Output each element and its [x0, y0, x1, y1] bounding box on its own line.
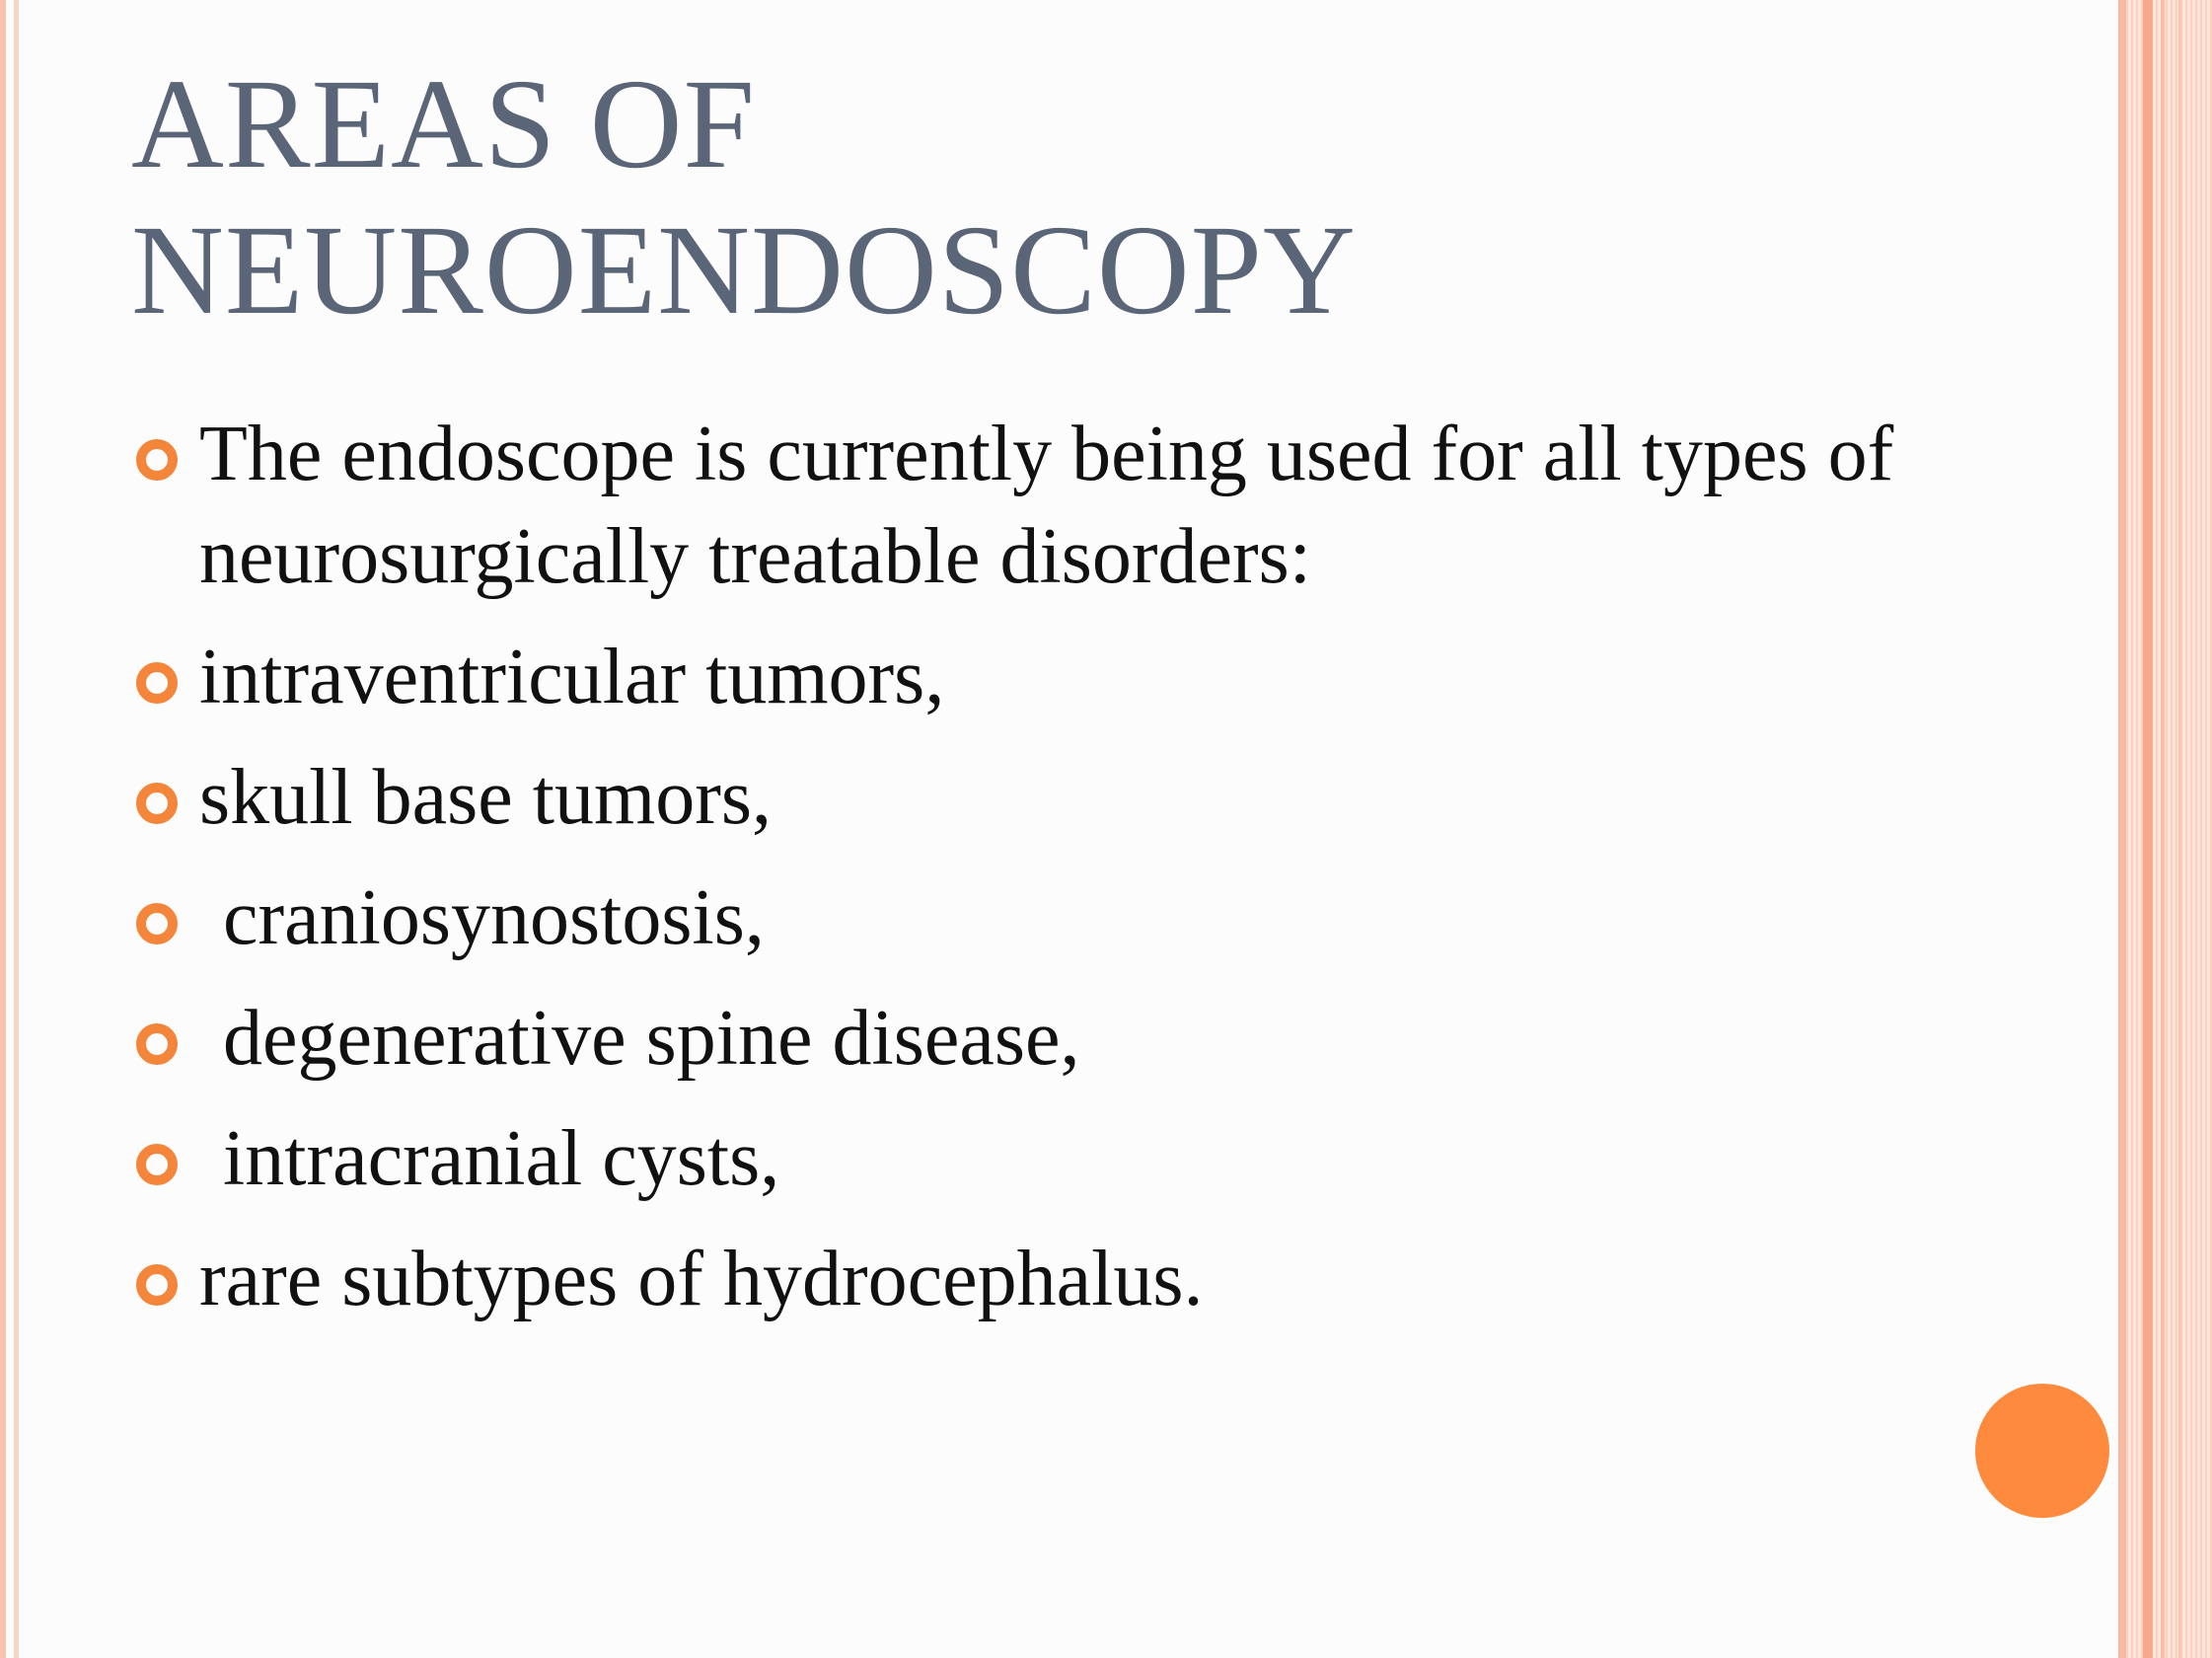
list-item-text: intraventricular tumors,: [199, 634, 945, 720]
list-item-text: skull base tumors,: [199, 754, 772, 841]
orange-circle-icon: [1975, 1384, 2109, 1518]
right-band-line: [2143, 0, 2153, 1658]
list-item: [136, 1107, 2090, 1210]
list-item-text: intracranial cysts,: [223, 1115, 780, 1202]
right-band-line: [2161, 0, 2165, 1658]
hollow-circle-bullet-icon: [136, 439, 178, 481]
list-item: [136, 987, 2090, 1090]
left-border-stripe-inner: [14, 0, 19, 1658]
list-item-text: rare subtypes of hydrocephalus.: [199, 1236, 1204, 1322]
hollow-circle-bullet-icon: [136, 1144, 178, 1185]
list-item-text: degenerative spine disease,: [223, 995, 1080, 1082]
list-item: [136, 867, 2090, 969]
left-border-stripe: [0, 0, 6, 1658]
right-band-line: [2178, 0, 2181, 1658]
right-decorative-band: [2118, 0, 2212, 1658]
slide-title-line-2: NEUROENDOSCOPY: [131, 199, 1357, 341]
list-item: [136, 626, 2090, 728]
slide-title: [131, 51, 2006, 343]
bullet-list: [136, 403, 2090, 1348]
right-band-line: [2118, 0, 2126, 1658]
slide-title-line-1: AREAS OF: [131, 53, 756, 195]
hollow-circle-bullet-icon: [136, 1264, 178, 1306]
hollow-circle-bullet-icon: [136, 903, 178, 944]
list-item-text: The endoscope is currently being used for all types of neurosurgically treatable disorders:: [199, 411, 1894, 600]
list-item: [136, 746, 2090, 849]
list-item-text: craniosynostosis,: [223, 874, 765, 961]
hollow-circle-bullet-icon: [136, 662, 178, 704]
hollow-circle-bullet-icon: [136, 1023, 178, 1065]
list-item: [136, 403, 2090, 608]
list-item: [136, 1228, 2090, 1330]
hollow-circle-bullet-icon: [136, 783, 178, 824]
